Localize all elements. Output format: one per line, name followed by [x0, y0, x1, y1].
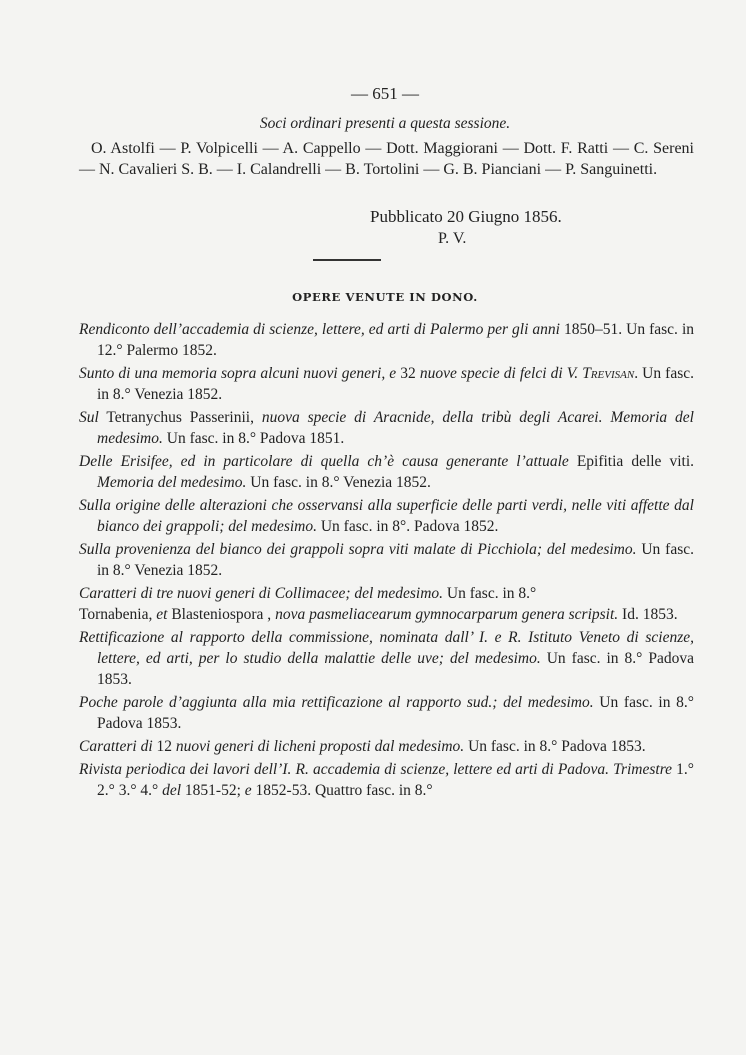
entry-title: Caratteri di tre nuovi generi di Collimacee; del medesimo.: [79, 585, 444, 602]
entry-title-cont: nuovi generi di licheni proposti dal medesimo.: [172, 738, 465, 755]
entry-title-cont: Epifitia delle viti.: [568, 453, 694, 470]
entry-del: del: [162, 782, 182, 799]
signature: P. V.: [438, 230, 467, 247]
entries-list: [79, 319, 694, 803]
entry-details: Un fasc. in 8.° Padova 1853.: [97, 694, 694, 732]
entry-genus: Tornabenia,: [79, 606, 157, 623]
members-list: O. Astolfi — P. Volpicelli — A. Cappello — Dott. Maggiorani — Dott. F. Ratti — C. Sereni — N. Cavalieri S. B. — I. Calandrelli — B. Tortolini — G. B. Pianciani — P. Sanguinetti.: [79, 140, 694, 178]
entry-conjunction: et: [156, 606, 168, 623]
entry-title: Sulla origine delle alterazioni che osservansi alla superficie delle parti verdi, nelle viti affette dal bianco dei grappoli; del medesimo.: [79, 497, 694, 535]
soci-heading: Soci ordinari presenti a questa sessione.: [259, 115, 511, 132]
entry-author: Trevisan: [582, 365, 635, 382]
entry-details: 1852-53. Quattro fasc. in 8.°: [251, 782, 433, 799]
entry-title: Rivista periodica dei lavori dell’I. R. accademia di scienze, lettere ed arti di Padova. Trimestre: [79, 761, 673, 778]
section-heading: OPERE VENUTE IN DONO.: [292, 290, 478, 304]
list-item: [79, 495, 694, 537]
list-item: [79, 451, 694, 493]
entry-and: e: [244, 782, 252, 799]
entry-year-1: 1851-52;: [181, 782, 245, 799]
entry-title: Sunto di una memoria sopra alcuni nuovi generi, e: [79, 365, 401, 382]
entry-details: Un fasc. in 8.° Padova 1853.: [97, 650, 694, 688]
publication-date: Pubblicato 20 Giugno 1856.: [370, 207, 562, 226]
entry-prefix: Sul: [79, 409, 99, 426]
entry-genus: Tetranychus Passerinii,: [98, 409, 262, 426]
entry-details: 1850–51. Un fasc. in 12.° Palermo 1852.: [97, 321, 694, 359]
entry-title-cont: nuove specie di felci di V.: [415, 365, 583, 382]
list-item: [79, 759, 694, 801]
entry-number: 12: [156, 738, 173, 755]
list-item: [79, 736, 694, 757]
entry-title: nuova specie di Aracnide, della tribù degli Acarei. Memoria del medesimo.: [97, 409, 694, 447]
entry-details: Id. 1853.: [618, 606, 678, 623]
entry-quarters: 1.° 2.° 3.° 4.°: [97, 761, 695, 799]
entry-details: Un fasc. in 8.° Padova 1851.: [162, 430, 345, 447]
entry-title: Rettificazione al rapporto della commissione, nominata dall’ I. e R. Istituto Veneto di scienze, lettere, ed arti, per lo studio della malattie delle uve; del medesimo.: [79, 629, 694, 667]
list-item: [79, 319, 694, 361]
entry-title: Poche parole d’aggiunta alla mia rettificazione al rapporto sud.; del medesimo.: [79, 694, 594, 711]
list-item: [79, 407, 694, 449]
page-number: — 651 —: [351, 84, 419, 103]
list-item: [79, 604, 694, 625]
list-item: [79, 583, 694, 604]
entry-number: 32: [400, 365, 416, 382]
entry-details: Un fasc. in 8.°: [443, 585, 537, 602]
entry-title: Rendiconto dell’accademia di scienze, lettere, ed arti di Palermo per gli anni: [79, 321, 560, 338]
entry-title: Sulla provenienza del bianco dei grappoli sopra viti malate di Picchiola; del medesimo.: [79, 541, 637, 558]
entry-details: Un fasc. in 8°. Padova 1852.: [316, 518, 499, 535]
entry-details: Un fasc. in 8.° Padova 1853.: [464, 738, 646, 755]
section-divider: [313, 259, 381, 261]
list-item: [79, 363, 694, 405]
entry-details: Un fasc. in 8.° Venezia 1852.: [246, 474, 431, 491]
entry-title: nova pasmeliacearum gymnocarparum genera scripsit.: [275, 606, 619, 623]
entry-details: . Un fasc. in 8.° Venezia 1852.: [97, 365, 694, 403]
entry-details: Un fasc. in 8.° Venezia 1852.: [97, 541, 694, 579]
entry-title: Caratteri di: [79, 738, 157, 755]
entry-title: Delle Erisifee, ed in particolare di quella ch’è causa generante l’attuale: [79, 453, 569, 470]
list-item: [79, 539, 694, 581]
entry-genus-2: Blasteniospora ,: [167, 606, 276, 623]
list-item: [79, 627, 694, 690]
entry-memoria: Memoria del medesimo.: [97, 474, 247, 491]
list-item: [79, 692, 694, 734]
